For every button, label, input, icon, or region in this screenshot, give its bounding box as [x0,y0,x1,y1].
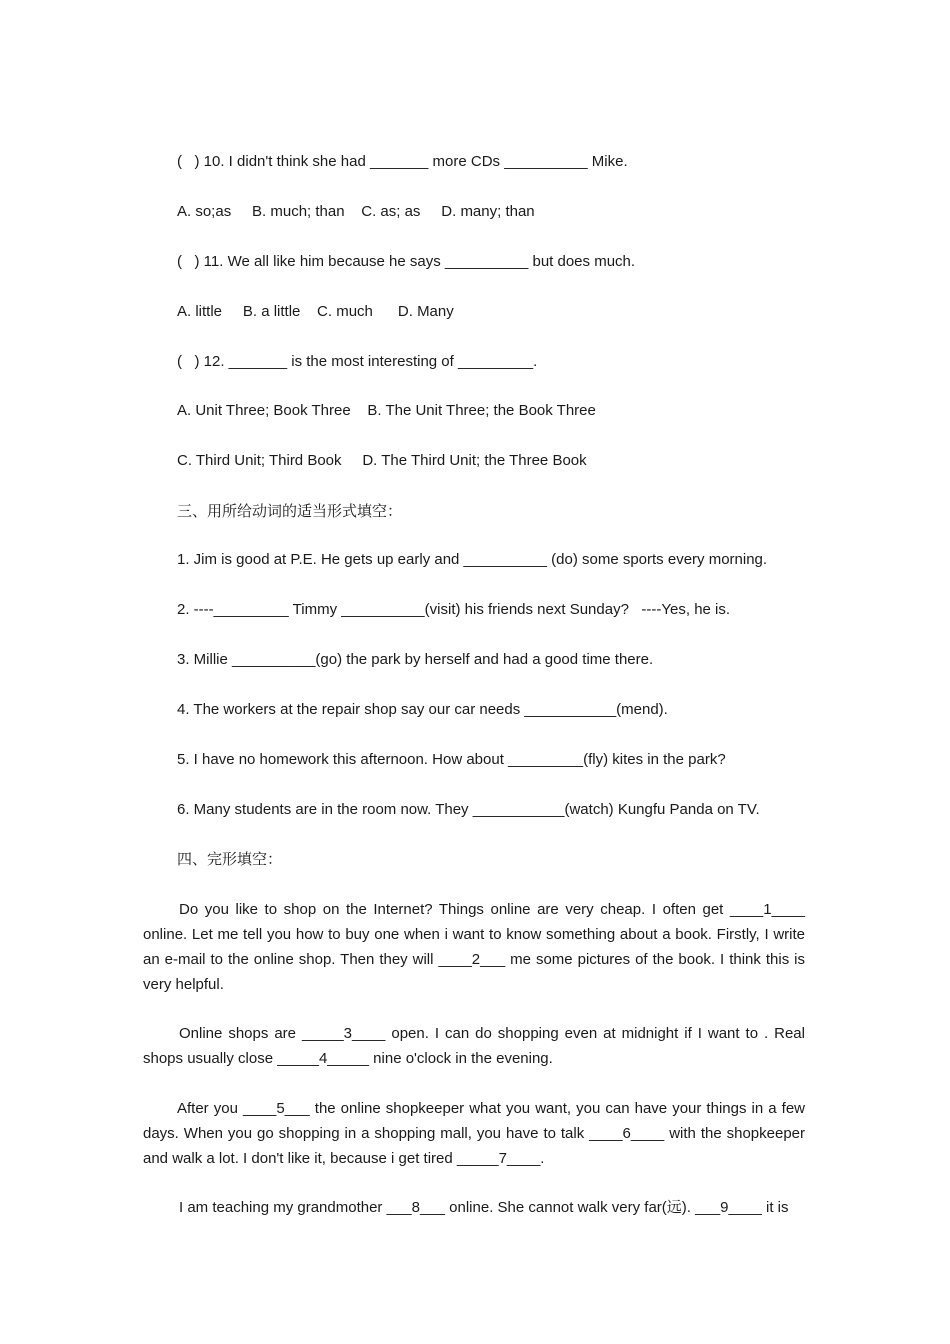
question-11: ( ) 11. We all like him because he says __________ but does much. [177,253,636,270]
question-10: ( ) 10. I didn't think she had _______ more CDs __________ Mike. [177,153,628,170]
verb-item-1: 1. Jim is good at P.E. He gets up early and __________ (do) some sports every morning. [177,551,768,568]
question-12: ( ) 12. _______ is the most interesting of _________. [177,353,538,370]
verb-item-4: 4. The workers at the repair shop say our car needs ___________(mend). [177,701,668,718]
section-3-heading: 三、用所给动词的适当形式填空： [177,502,403,520]
question-11-options: A. little B. a little C. much D. Many [177,303,454,320]
verb-item-3: 3. Millie __________(go) the park by herself and had a good time there. [177,651,654,668]
verb-item-6: 6. Many students are in the room now. They ___________(watch) Kungfu Panda on TV. [177,801,760,818]
verb-item-5: 5. I have no homework this afternoon. How about _________(fly) kites in the park? [177,751,726,768]
section-4-heading: 四、完形填空： [177,850,283,868]
question-12-options-ab: A. Unit Three; Book Three B. The Unit Three; the Book Three [177,402,596,419]
cloze-paragraph-2: Online shops are _____3____ open. I can do shopping even at midnight if I want to . Real shops usually close _____4_____ nine o'clock in the evening. [143,1025,805,1067]
question-10-options: A. so;as B. much; than C. as; as D. many; than [177,203,535,220]
cloze-paragraph-4: I am teaching my grandmother ___8___ online. She cannot walk very far(远). ___9____ it is [179,1199,789,1216]
cloze-paragraph-1: Do you like to shop on the Internet? Things online are very cheap. I often get ____1____ online. Let me tell you how to buy one when i want to know something about a book. Firstly, I write an e-mail to the online shop. Then they will ____2___ me some pictures of the book. I think this is very helpful. [143,901,805,993]
question-12-options-cd: C. Third Unit; Third Book D. The Third Unit; the Three Book [177,452,587,469]
cloze-paragraph-3: After you ____5___ the online shopkeeper what you want, you can have your things in a few days. When you go shopping in a shopping mall, you have to talk ____6____ with the shopkeeper and walk a lot. I don't like it, because i get tired _____7____. [143,1100,805,1167]
verb-item-2: 2. ----_________ Timmy __________(visit) his friends next Sunday? ----Yes, he is. [177,601,731,618]
